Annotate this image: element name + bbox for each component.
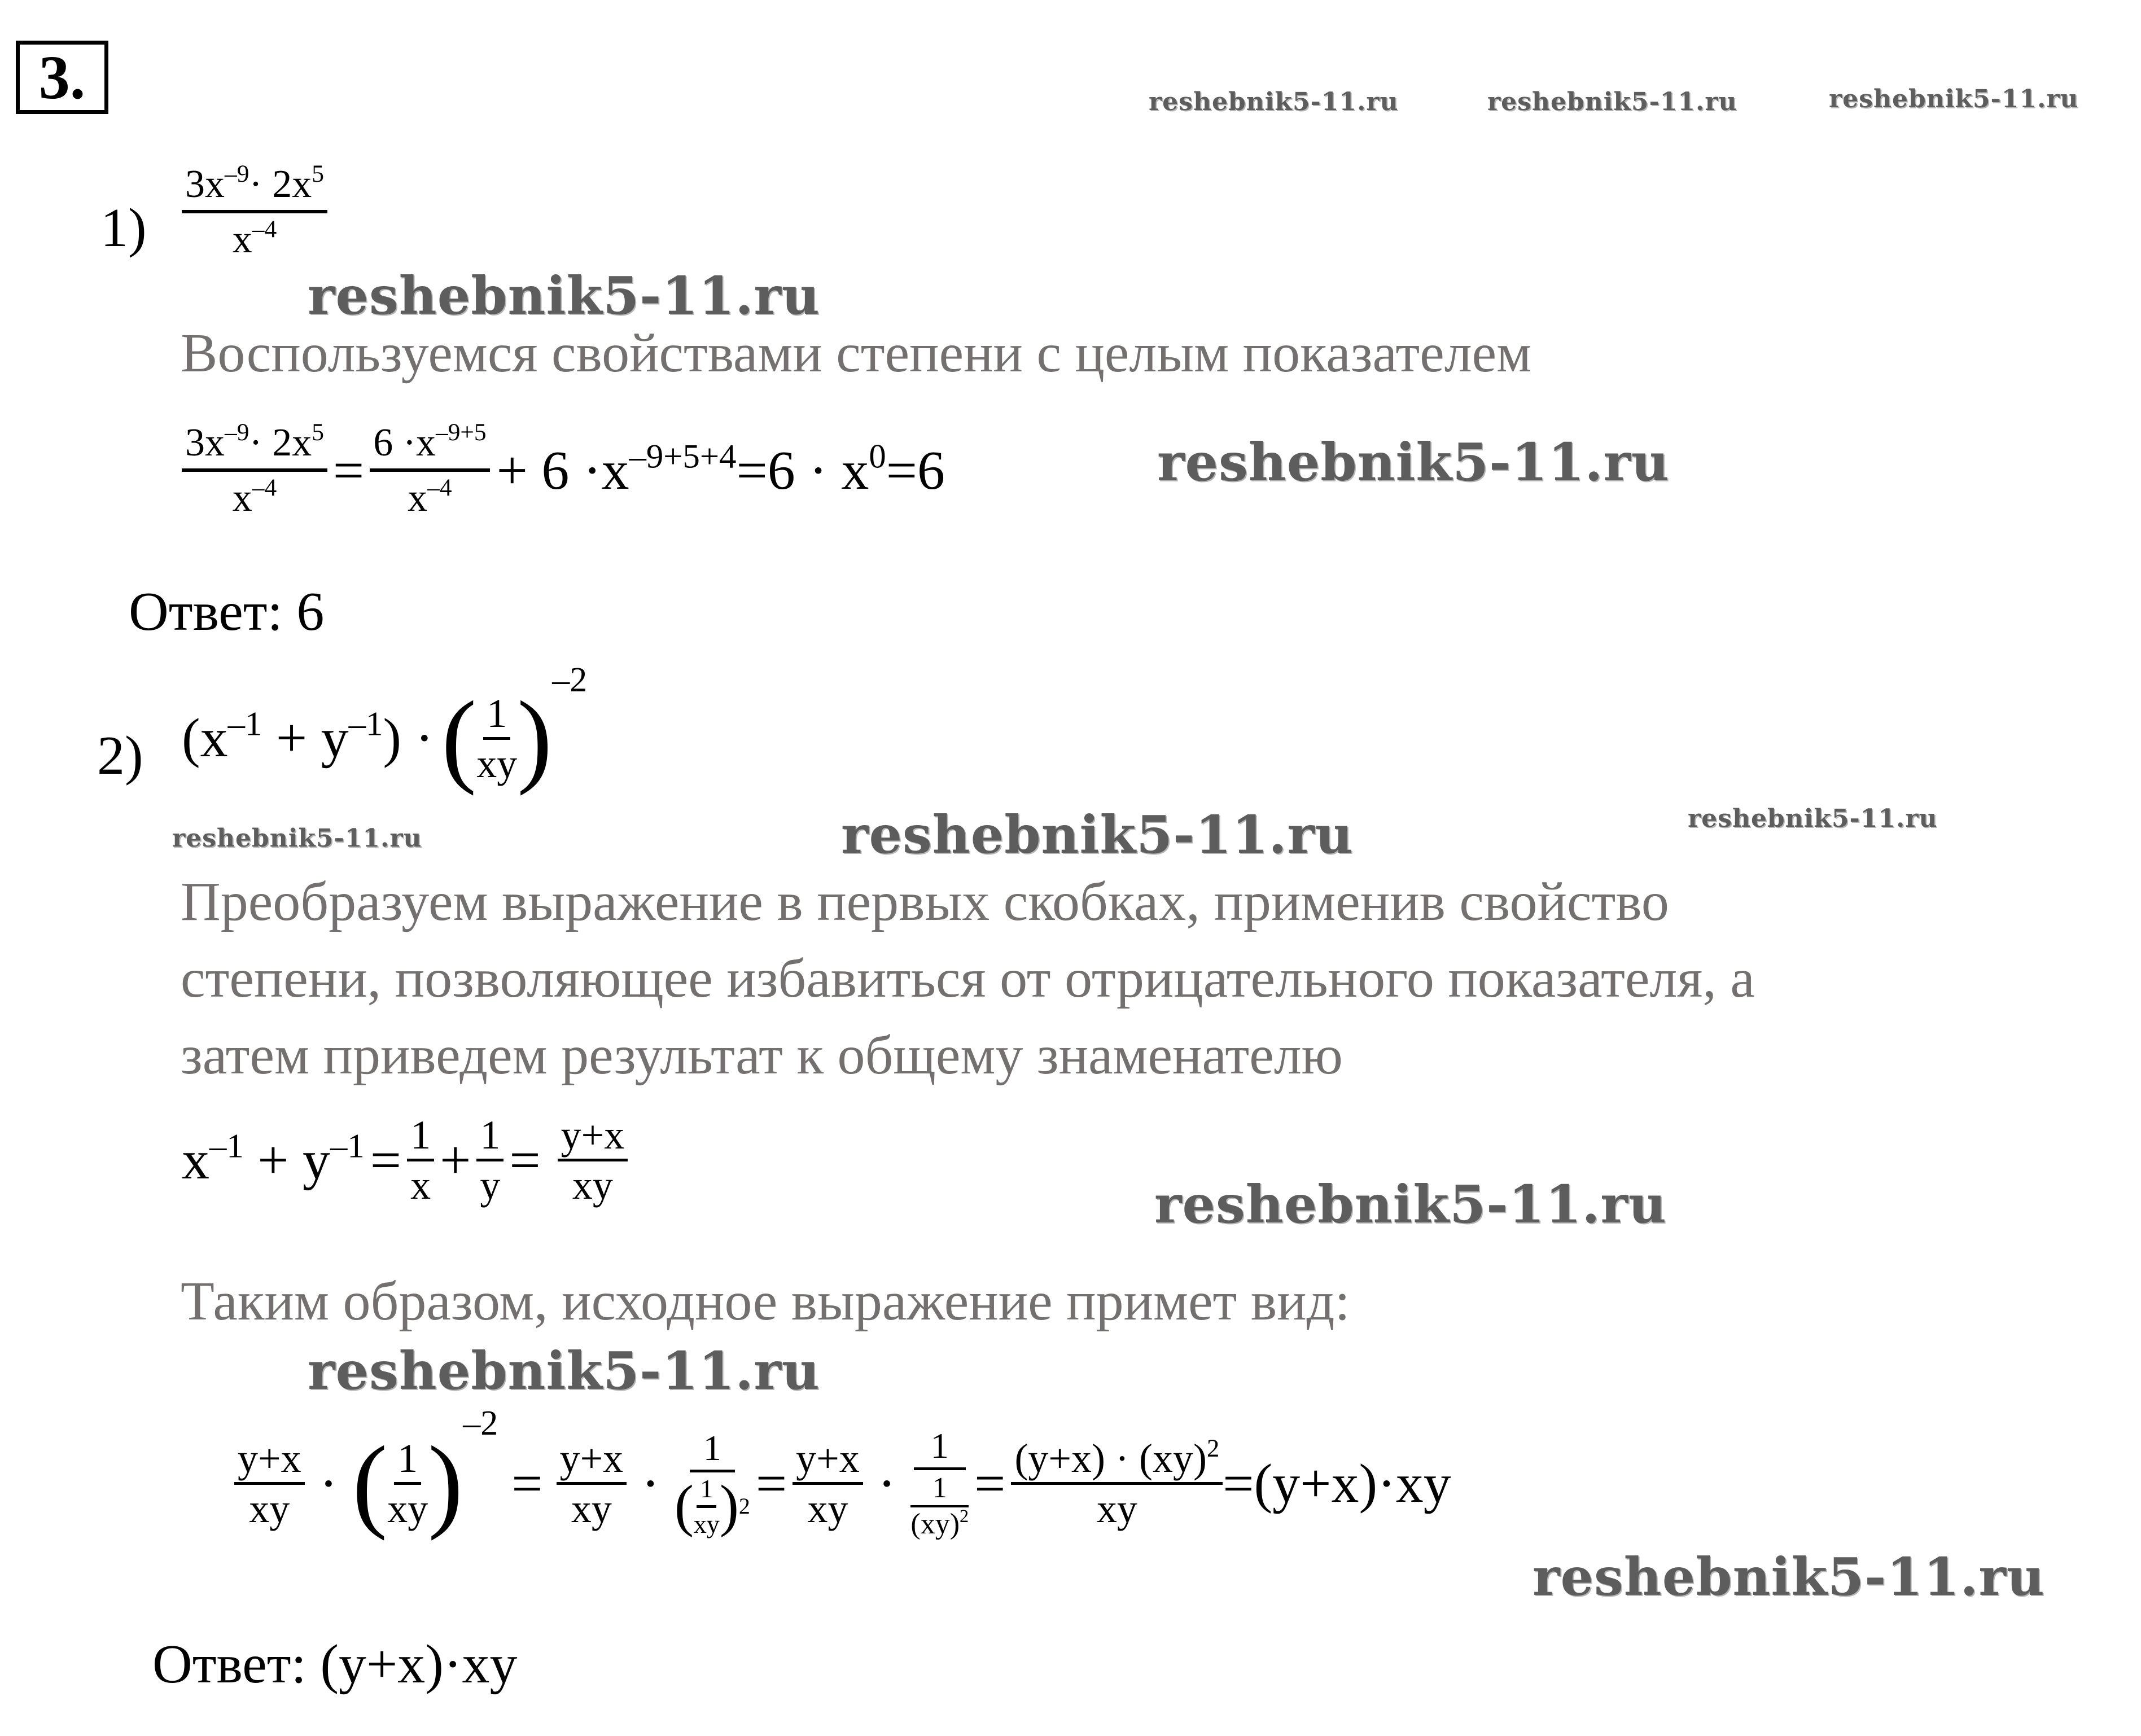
task-number: 3. bbox=[16, 41, 108, 114]
part2-transition: Таким образом, исходное выражение примет вид: bbox=[181, 1271, 1350, 1332]
part1-label: 1) bbox=[100, 198, 147, 258]
part1-expression bbox=[182, 160, 327, 261]
part2-label: 2) bbox=[97, 725, 143, 786]
watermark: reshebnik5-11.ru bbox=[1157, 432, 1670, 493]
watermark: reshebnik5-11.ru bbox=[841, 804, 1354, 865]
part1-explanation: Воспользуемся свойствами степени с целым показателем bbox=[181, 323, 1532, 384]
part2-step2: $\frac{y+x}{xy}$ · ( $\frac{1}{xy}$ ) –2 = $\frac{y+x}{xy}$ · 1 ( $\frac{1}{xy}$ ) 2 = $\frac{y+x}{xy}$ · $\frac{1}{\frac{1}{(xy)^2}}$ = $\frac{(y+x) \cdot (xy)^2}{xy}$ =(y+x)·xy bbox=[234, 1428, 1451, 1539]
watermark: reshebnik5-11.ru bbox=[308, 265, 820, 326]
part2-step1: $x^{-1} + y^{-1}$ = $\frac{1}{x}$ + $\frac{1}{y}$ = $\frac{y+x}{xy}$ bbox=[182, 1115, 628, 1205]
watermark: reshebnik5-11.ru bbox=[172, 824, 422, 853]
watermark: reshebnik5-11.ru bbox=[1149, 87, 1399, 116]
part2-explanation bbox=[181, 863, 1755, 1094]
watermark: reshebnik5-11.ru bbox=[1829, 85, 2079, 113]
part2-expression: $(x^{-1} + y^{-1})$ · ( $\frac{1}{xy}$ ) –2 bbox=[182, 661, 588, 796]
fraction: $\frac{6 \cdot x^{-9+5}}{x^{-4}}$ bbox=[370, 423, 489, 518]
watermark: reshebnik5-11.ru bbox=[308, 1340, 820, 1401]
part2-answer: Ответ: (y+x)·xy bbox=[152, 1634, 518, 1695]
fraction: $\frac{3x^{-9}\cdot 2x^5}{x^{-4}}$ bbox=[182, 165, 327, 260]
explanation-line: затем приведем результат к общему знаменателю bbox=[181, 1025, 1343, 1086]
watermark: reshebnik5-11.ru bbox=[1154, 1174, 1667, 1235]
explanation-line: Преобразуем выражение в первых скобках, применив свойство bbox=[181, 871, 1669, 932]
explanation-line: степени, позволяющее избавиться от отрицательного показателя, а bbox=[181, 948, 1755, 1009]
fraction: $\frac{3x^{-9}\cdot 2x^5}{x^{-4}}$ bbox=[182, 423, 327, 518]
watermark: reshebnik5-11.ru bbox=[1487, 87, 1737, 116]
watermark: reshebnik5-11.ru bbox=[1533, 1546, 2045, 1607]
part1-solution: $\frac{3x^{-9}\cdot 2x^5}{x^{-4}}$ = $\frac{6 \cdot x^{-9+5}}{x^{-4}}$ + $6 \cdot x^{-9+5+4}=6 \cdot x^0=6$ bbox=[182, 423, 945, 518]
part1-answer: Ответ: 6 bbox=[129, 581, 325, 642]
watermark: reshebnik5-11.ru bbox=[1688, 804, 1938, 833]
parenthesized-fraction: ( $\frac{1}{xy}$ ) bbox=[441, 680, 553, 796]
